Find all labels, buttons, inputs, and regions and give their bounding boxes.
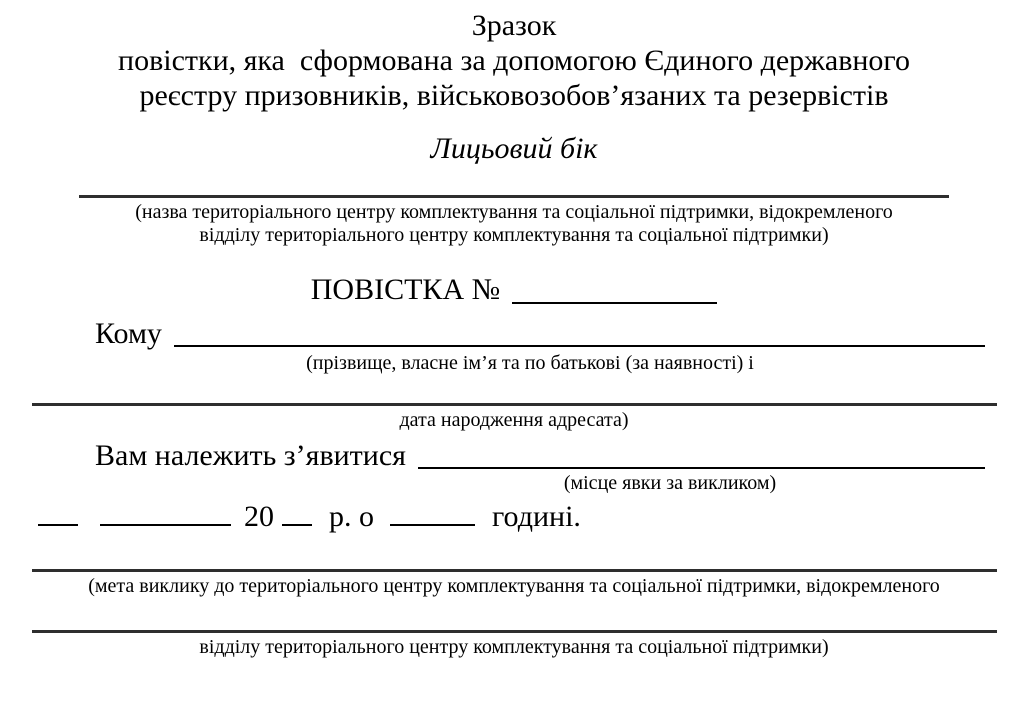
addressee-name-caption: (прізвище, власне ім’я та по батькові (за наявності) і [306, 352, 754, 374]
year-blank [282, 524, 312, 526]
purpose-caption-line-1: (мета виклику до територіального центру комплектування та соціальної підтримки, відокремленого [88, 575, 940, 597]
place-caption: (місце явки за викликом) [563, 472, 777, 494]
birthdate-fill-line [32, 403, 997, 406]
addressee-name-blank [174, 345, 985, 347]
summons-heading: ПОВІСТКА № [310, 273, 501, 306]
title-line-2: повістки, яка сформована за допомогою Єдиного державного [118, 44, 910, 77]
front-side-label: Лицьовий бік [430, 132, 598, 165]
hour-blank [390, 524, 475, 526]
summons-number-row [0, 270, 1028, 310]
month-blank [100, 524, 231, 526]
summons-number-blank [512, 302, 717, 304]
purpose-fill-line-2 [32, 630, 997, 633]
purpose-fill-line-1 [32, 569, 997, 572]
tcc-caption-line-1: (назва територіального центру комплектування та соціальної підтримки, відокремленого [135, 201, 893, 223]
title-line-3: реєстру призовників, військовозобов’язаних та резервістів [139, 79, 889, 112]
year-prefix: 20 [244, 500, 274, 533]
title-line-1: Зразок [471, 9, 557, 42]
date-time-row [0, 499, 1028, 535]
day-blank [38, 524, 78, 526]
year-suffix-label: р. о [329, 500, 374, 533]
hour-label: годині. [492, 500, 581, 533]
tcc-caption-line-2: відділу територіального центру комплектування та соціальної підтримки) [199, 224, 829, 246]
appear-place-blank [418, 467, 985, 469]
appear-row [0, 438, 1028, 474]
document-title [0, 8, 1028, 113]
appear-label: Вам належить з’явитися [95, 439, 406, 472]
to-label: Кому [95, 317, 162, 350]
purpose-caption-line-2: відділу територіального центру комплектування та соціальної підтримки) [199, 636, 829, 658]
tcc-name-fill-line [79, 195, 949, 198]
addressee-row [0, 316, 1028, 352]
birthdate-caption: дата народження адресата) [399, 409, 629, 431]
